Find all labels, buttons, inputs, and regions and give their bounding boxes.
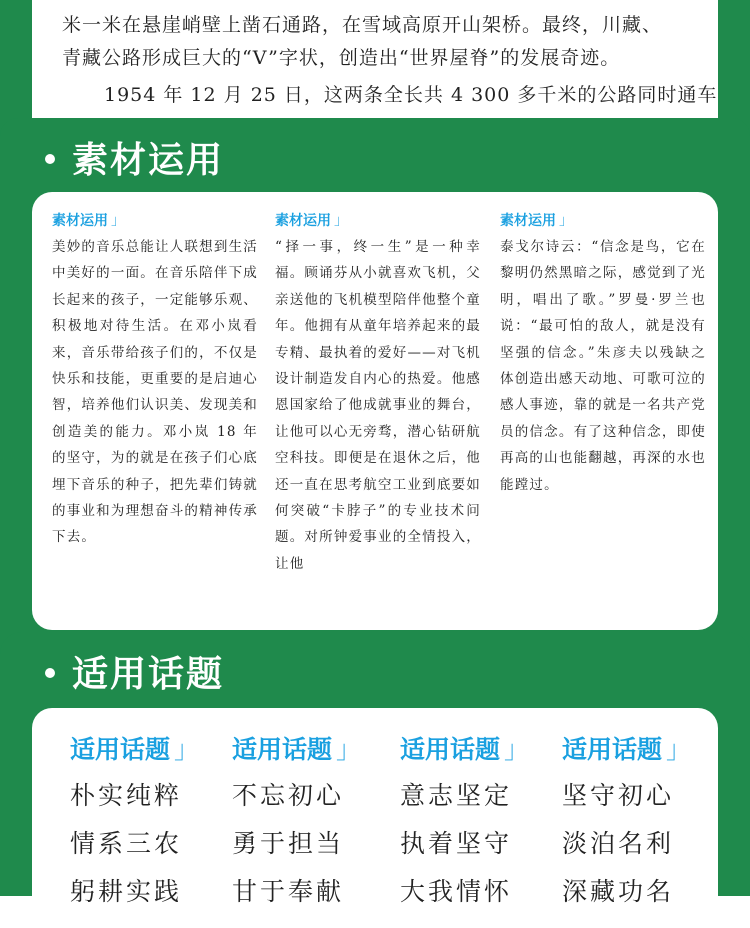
material-text: 泰戈尔诗云：“信念是鸟，它在黎明仍然黑暗之际，感觉到了光明，唱出了歌。”罗曼·罗兰也说：“最可怕的敌人，就是没有坚强的信念。”朱彦夫以残缺之体创造出感天动地、可歌可泣的感人事迹，靠的就是一名共产党员的信念。有了这种信念，即使再高的山也能翻越，再深的水也能蹚过。 [500,239,706,493]
topic-item: 甘于奉献 [232,877,345,906]
section-header-topics [0,632,750,712]
topic-item: 执着坚守 [400,829,513,858]
section-title: 素材运用 [72,140,225,181]
topic-label: 适用话题 」 [562,735,692,764]
topic-column [70,730,230,916]
material-text: “择一事，终一生”是一种幸福。顾诵芬从小就喜欢飞机，父亲送他的飞机模型陪伴他整个童年。他拥有从童年培养起来的最专精、最执着的爱好——对飞机设计制造发自内心的热爱。他感恩国家给了他成就事业的舞台，让他可以心无旁骛，潜心钻研航空科技。即便是在退休之后，他还一直在思考航空工业到底要如何突破“卡脖子”的专业技术问题。对所钟爱事业的全情投入，让他 [275,239,481,572]
topics-card [32,708,718,928]
bullet-dot-icon [45,668,55,678]
topic-item: 不忘初心 [232,781,345,810]
topic-column [562,730,718,916]
topic-item: 朴实纯粹 [70,781,183,810]
material-label: 素材运用 」 [52,213,125,229]
topic-item: 坚守初心 [562,781,675,810]
topic-column [232,730,392,916]
bullet-dot-icon [45,154,55,164]
material-label: 素材运用 」 [500,213,573,229]
topic-item: 大我情怀 [400,877,513,906]
material-text: 美妙的音乐总能让人联想到生活中美好的一面。在音乐陪伴下成长起来的孩子，一定能够乐观、积极地对待生活。在邓小岚看来，音乐带给孩子们的，不仅是快乐和技能，更重要的是启迪心智，培养他们认识美、发现美和创造美的能力。邓小岚 18 年的坚守，为的就是在孩子们心底埋下音乐的种子，把先辈们铸就的事业和为理想奋斗的精神传承下去。 [52,239,258,546]
topic-label: 适用话题 」 [70,735,200,764]
article-line: 米一米在悬崖峭壁上凿石通路，在雪域高原开山架桥。最终，川藏、 [62,14,663,36]
section-header-material [0,118,750,198]
material-card [32,192,718,630]
topic-column [400,730,560,916]
topic-item: 意志坚定 [400,781,513,810]
material-label: 素材运用 」 [275,213,348,229]
topic-item: 深藏功名 [562,877,675,906]
material-column [500,210,706,498]
topic-item: 淡泊名利 [562,829,675,858]
article-excerpt [32,0,718,118]
section-title: 适用话题 [72,654,225,695]
material-column [275,210,481,577]
topic-label: 适用话题 」 [400,735,530,764]
topic-item: 勇于担当 [232,829,345,858]
topic-label: 适用话题 」 [232,735,362,764]
material-column [52,210,258,551]
article-line: 1954 年 12 月 25 日，这两条全长共 4 300 多千米的公路同时通车 [104,84,718,106]
article-line: 青藏公路形成巨大的“V”字状，创造出“世界屋脊”的发展奇迹。 [62,47,621,69]
topic-item: 情系三农 [70,829,183,858]
topic-item: 躬耕实践 [70,877,183,906]
